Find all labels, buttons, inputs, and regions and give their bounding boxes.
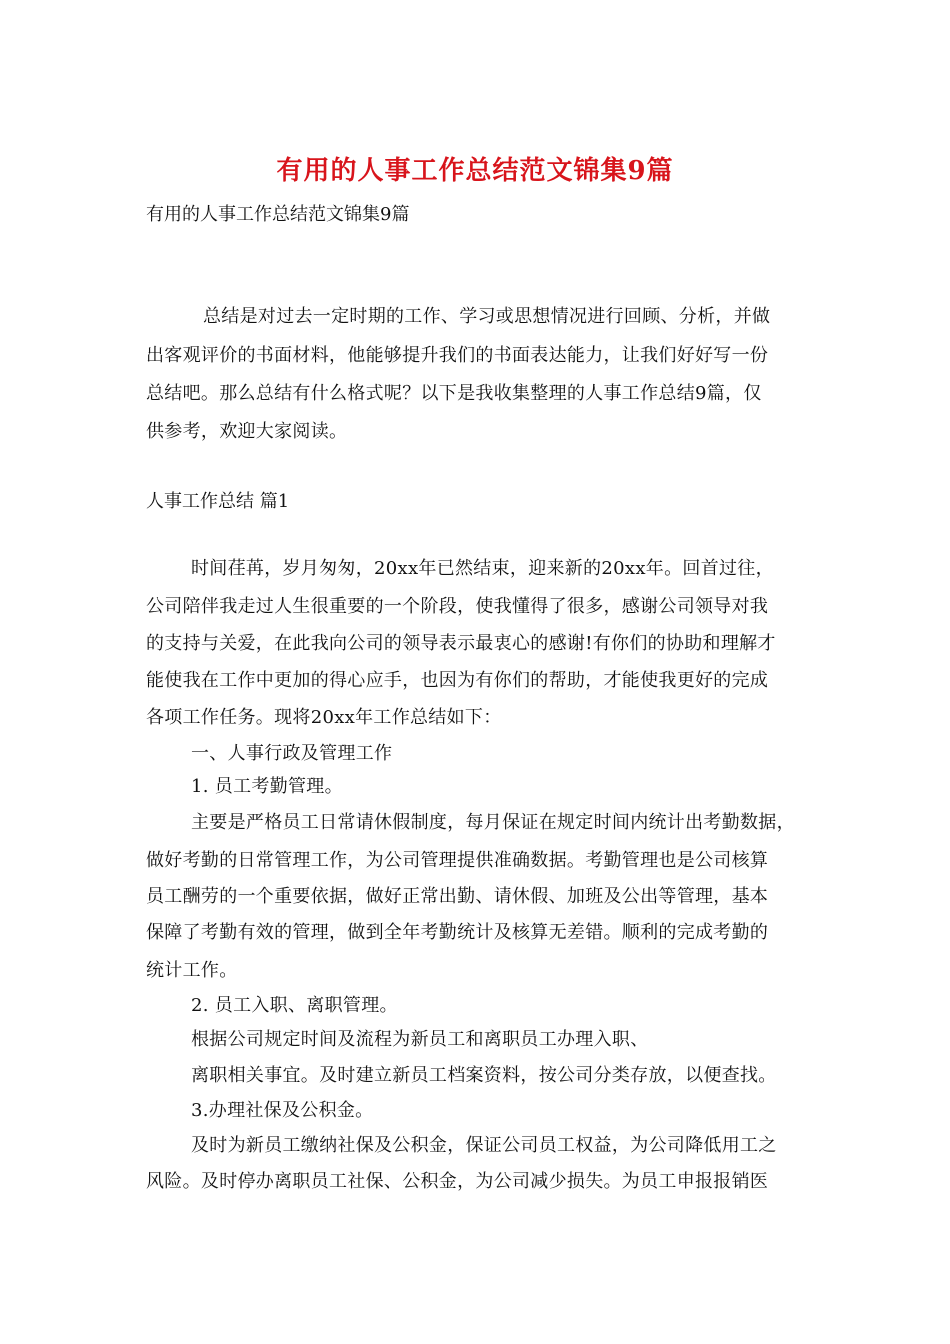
- body-line: 3.办理社保及公积金。: [191, 1100, 374, 1121]
- section-heading: 人事工作总结 篇1: [146, 491, 290, 512]
- body-line: 根据公司规定时间及流程为新员工和离职员工办理入职、: [191, 1029, 649, 1050]
- body-line: 公司陪伴我走过人生很重要的一个阶段，使我懂得了很多，感谢公司领导对我: [146, 596, 769, 617]
- intro-line: 总结是对过去一定时期的工作、学习或思想情况进行回顾、分析，并做: [203, 306, 771, 327]
- body-line: 2. 员工入职、离职管理。: [191, 995, 398, 1016]
- body-line: 主要是严格员工日常请休假制度，每月保证在规定时间内统计出考勤数据，: [191, 812, 795, 833]
- body-line: 及时为新员工缴纳社保及公积金，保证公司员工权益，为公司降低用工之: [191, 1135, 777, 1156]
- body-line: 做好考勤的日常管理工作，为公司管理提供准确数据。考勤管理也是公司核算: [146, 850, 769, 871]
- body-line: 各项工作任务。现将20xx年工作总结如下：: [146, 707, 502, 728]
- document-title: 有用的人事工作总结范文锦集9篇: [276, 156, 674, 186]
- body-line: 的支持与关爱，在此我向公司的领导表示最衷心的感谢!有你们的协助和理解才: [146, 633, 776, 654]
- body-line: 时间荏苒，岁月匆匆，20xx年已然结束，迎来新的20xx年。回首过往，: [191, 558, 774, 579]
- body-line: 统计工作。: [146, 960, 238, 981]
- document-subtitle: 有用的人事工作总结范文锦集9篇: [146, 204, 410, 225]
- body-line: 一、人事行政及管理工作: [191, 743, 393, 764]
- intro-line: 总结吧。那么总结有什么格式呢？以下是我收集整理的人事工作总结9篇，仅: [146, 383, 762, 404]
- body-line: 1. 员工考勤管理。: [191, 776, 343, 797]
- intro-line: 供参考，欢迎大家阅读。: [146, 421, 348, 442]
- body-line: 离职相关事宜。及时建立新员工档案资料，按公司分类存放，以便查找。: [191, 1065, 777, 1086]
- intro-line: 出客观评价的书面材料，他能够提升我们的书面表达能力，让我们好好写一份: [146, 345, 769, 366]
- body-line: 员工酬劳的一个重要依据，做好正常出勤、请休假、加班及公出等管理，基本: [146, 886, 769, 907]
- body-line: 保障了考勤有效的管理，做到全年考勤统计及核算无差错。顺利的完成考勤的: [146, 922, 769, 943]
- body-line: 风险。及时停办离职员工社保、公积金，为公司减少损失。为员工申报报销医: [146, 1171, 769, 1192]
- body-line: 能使我在工作中更加的得心应手，也因为有你们的帮助，才能使我更好的完成: [146, 670, 769, 691]
